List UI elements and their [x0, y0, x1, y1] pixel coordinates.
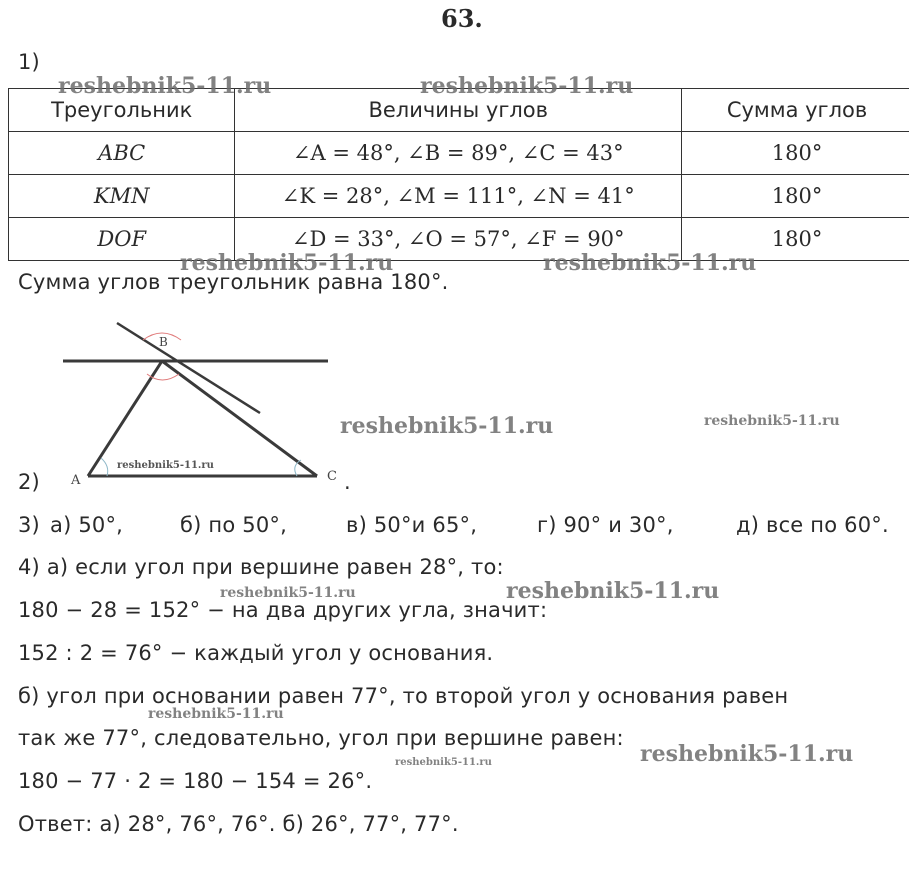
part3-item: г) 90° и 30°,	[537, 513, 674, 537]
part4-line: так же 77°, следовательно, угол при вершине равен:	[18, 726, 624, 750]
sum-cell: 180°	[682, 218, 909, 261]
watermark: reshebnik5-11.ru	[340, 413, 554, 439]
triangle-name-cell: ABC	[9, 132, 235, 175]
task-number: 63.	[441, 4, 483, 33]
watermark: reshebnik5-11.ru	[180, 250, 394, 276]
part4-line: 180 − 77 · 2 = 180 − 154 = 26°.	[18, 769, 373, 793]
figure-watermark: reshebnik5-11.ru	[117, 460, 214, 471]
part2-end: .	[344, 470, 351, 494]
angle-arc-a	[101, 458, 108, 476]
part2-label: 2)	[18, 470, 40, 494]
sum-cell: 180°	[682, 132, 909, 175]
table-row	[9, 218, 909, 261]
vertex-label-a: A	[71, 473, 81, 488]
part4-line: 4) а) если угол при вершине равен 28°, то:	[18, 555, 504, 579]
table-row	[9, 132, 909, 175]
vertex-label-c: C	[327, 469, 337, 484]
watermark: reshebnik5-11.ru	[58, 73, 272, 99]
watermark: reshebnik5-11.ru	[506, 578, 720, 604]
triangle-name-cell: KMN	[9, 175, 235, 218]
triangle-figure	[55, 318, 345, 488]
part1-label: 1)	[18, 50, 40, 74]
part3-item: б) по 50°,	[180, 513, 287, 537]
part3-item: в) 50°и 65°,	[346, 513, 478, 537]
triangle-name-cell: DOF	[9, 218, 235, 261]
side-ab	[88, 361, 162, 476]
part3-item: а) 50°,	[50, 513, 124, 537]
part4-line: 180 − 28 = 152° − на два других угла, значит:	[18, 598, 548, 622]
column-header: Треугольник	[9, 89, 235, 132]
column-header: Величины углов	[235, 89, 682, 132]
part4-line: 152 : 2 = 76° − каждый угол у основания.	[18, 641, 494, 665]
angles-cell: ∠A = 48°, ∠B = 89°, ∠C = 43°	[235, 132, 682, 175]
part3-item: д) все по 60°.	[736, 513, 889, 537]
watermark: reshebnik5-11.ru	[220, 585, 356, 601]
watermark: reshebnik5-11.ru	[640, 741, 854, 767]
watermark: reshebnik5-11.ru	[148, 706, 284, 722]
part4-line: б) угол при основании равен 77°, то второй угол у основания равен	[18, 684, 789, 708]
column-header: Сумма углов	[682, 89, 909, 132]
side-bc	[162, 361, 317, 476]
answer-line: Ответ: а) 28°, 76°, 76°. б) 26°, 77°, 77°.	[18, 812, 459, 836]
angles-table	[8, 88, 909, 261]
watermark: reshebnik5-11.ru	[420, 73, 634, 99]
angles-cell: ∠D = 33°, ∠O = 57°, ∠F = 90°	[235, 218, 682, 261]
conclusion-text: Сумма углов треугольник равна 180°.	[18, 270, 449, 294]
sum-cell: 180°	[682, 175, 909, 218]
angles-cell: ∠K = 28°, ∠M = 111°, ∠N = 41°	[235, 175, 682, 218]
watermark: reshebnik5-11.ru	[704, 413, 840, 429]
watermark: reshebnik5-11.ru	[395, 757, 492, 768]
watermark: reshebnik5-11.ru	[543, 250, 757, 276]
part3-label: 3)	[18, 513, 40, 537]
table-row	[9, 175, 909, 218]
vertex-label-b: B	[159, 335, 168, 349]
